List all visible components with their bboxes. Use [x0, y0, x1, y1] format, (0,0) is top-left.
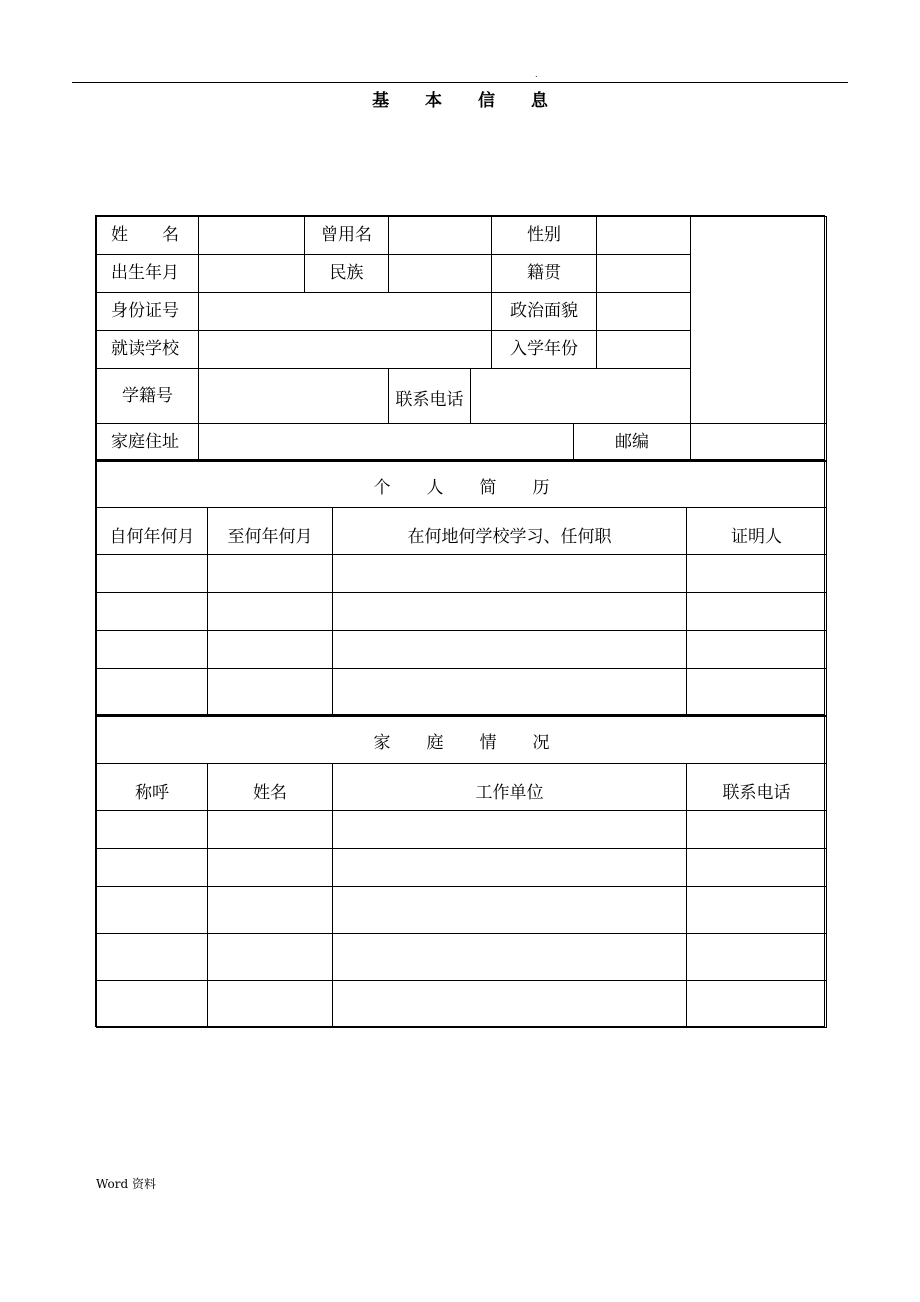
- family-cell[interactable]: [97, 811, 208, 849]
- header-rule: [72, 82, 848, 83]
- table-row: [97, 887, 827, 934]
- resume-title: 个人简历: [97, 461, 827, 508]
- resume-cell[interactable]: [208, 593, 333, 631]
- family-cell[interactable]: [208, 887, 333, 934]
- family-cell[interactable]: [333, 811, 687, 849]
- family-cell[interactable]: [687, 811, 827, 849]
- resume-table: [95, 459, 825, 715]
- native-place-label: 籍贯: [492, 255, 597, 293]
- resume-cell[interactable]: [208, 631, 333, 669]
- family-header-employer: 工作单位: [333, 764, 687, 811]
- political-status-field[interactable]: [597, 293, 691, 331]
- family-cell[interactable]: [333, 849, 687, 887]
- former-name-field[interactable]: [389, 217, 492, 255]
- native-place-field[interactable]: [597, 255, 691, 293]
- family-cell[interactable]: [687, 981, 827, 1028]
- table-row: [97, 849, 827, 887]
- table-row: [97, 811, 827, 849]
- phone-field[interactable]: [471, 369, 691, 424]
- ethnicity-field[interactable]: [389, 255, 492, 293]
- resume-cell[interactable]: [687, 555, 827, 593]
- resume-cell[interactable]: [208, 555, 333, 593]
- header-mark: .: [535, 70, 538, 79]
- name-field[interactable]: [199, 217, 305, 255]
- family-title: 家庭情况: [97, 716, 827, 764]
- resume-cell[interactable]: [687, 631, 827, 669]
- resume-header-witness: 证明人: [687, 508, 827, 555]
- id-number-label: 身份证号: [97, 293, 199, 331]
- family-cell[interactable]: [97, 981, 208, 1028]
- basic-info-table: [95, 215, 825, 460]
- resume-header-place: 在何地何学校学习、任何职: [333, 508, 687, 555]
- enroll-year-label: 入学年份: [492, 331, 597, 369]
- student-no-label: 学籍号: [97, 369, 199, 424]
- table-row: [97, 934, 827, 981]
- gender-field[interactable]: [597, 217, 691, 255]
- table-row: [97, 669, 827, 717]
- postcode-label: 邮编: [574, 424, 691, 462]
- enroll-year-field[interactable]: [597, 331, 691, 369]
- family-header-relation: 称呼: [97, 764, 208, 811]
- family-cell[interactable]: [97, 887, 208, 934]
- resume-cell[interactable]: [208, 669, 333, 717]
- resume-header-to: 至何年何月: [208, 508, 333, 555]
- family-cell[interactable]: [333, 887, 687, 934]
- family-cell[interactable]: [687, 849, 827, 887]
- family-cell[interactable]: [208, 981, 333, 1028]
- resume-cell[interactable]: [687, 669, 827, 717]
- student-no-field[interactable]: [199, 369, 389, 424]
- table-row: [97, 981, 827, 1028]
- page-title: 基 本 信 息: [372, 91, 563, 111]
- table-row: [97, 593, 827, 631]
- family-table: [95, 714, 825, 1027]
- resume-cell[interactable]: [97, 669, 208, 717]
- footer-text: Word 资料: [96, 1177, 156, 1191]
- family-header-phone: 联系电话: [687, 764, 827, 811]
- resume-cell[interactable]: [333, 631, 687, 669]
- id-number-field[interactable]: [199, 293, 492, 331]
- table-row: [97, 631, 827, 669]
- address-field[interactable]: [199, 424, 574, 462]
- name-label: 姓 名: [97, 217, 199, 255]
- resume-cell[interactable]: [333, 669, 687, 717]
- family-cell[interactable]: [208, 849, 333, 887]
- school-field[interactable]: [199, 331, 492, 369]
- birth-field[interactable]: [199, 255, 305, 293]
- family-cell[interactable]: [97, 934, 208, 981]
- address-label: 家庭住址: [97, 424, 199, 462]
- gender-label: 性别: [492, 217, 597, 255]
- family-cell[interactable]: [208, 934, 333, 981]
- family-cell[interactable]: [687, 934, 827, 981]
- birth-label: 出生年月: [97, 255, 199, 293]
- table-row: [97, 555, 827, 593]
- family-cell[interactable]: [687, 887, 827, 934]
- resume-cell[interactable]: [333, 555, 687, 593]
- former-name-label: 曾用名: [305, 217, 389, 255]
- resume-cell[interactable]: [687, 593, 827, 631]
- photo-box[interactable]: [691, 217, 827, 424]
- resume-cell[interactable]: [97, 555, 208, 593]
- family-cell[interactable]: [333, 934, 687, 981]
- resume-cell[interactable]: [97, 631, 208, 669]
- phone-label: 联系电话: [389, 369, 471, 424]
- school-label: 就读学校: [97, 331, 199, 369]
- resume-header-from: 自何年何月: [97, 508, 208, 555]
- family-cell[interactable]: [97, 849, 208, 887]
- resume-cell[interactable]: [97, 593, 208, 631]
- family-header-name: 姓名: [208, 764, 333, 811]
- postcode-field[interactable]: [691, 424, 827, 462]
- resume-cell[interactable]: [333, 593, 687, 631]
- family-cell[interactable]: [208, 811, 333, 849]
- political-status-label: 政治面貌: [492, 293, 597, 331]
- ethnicity-label: 民族: [305, 255, 389, 293]
- family-cell[interactable]: [333, 981, 687, 1028]
